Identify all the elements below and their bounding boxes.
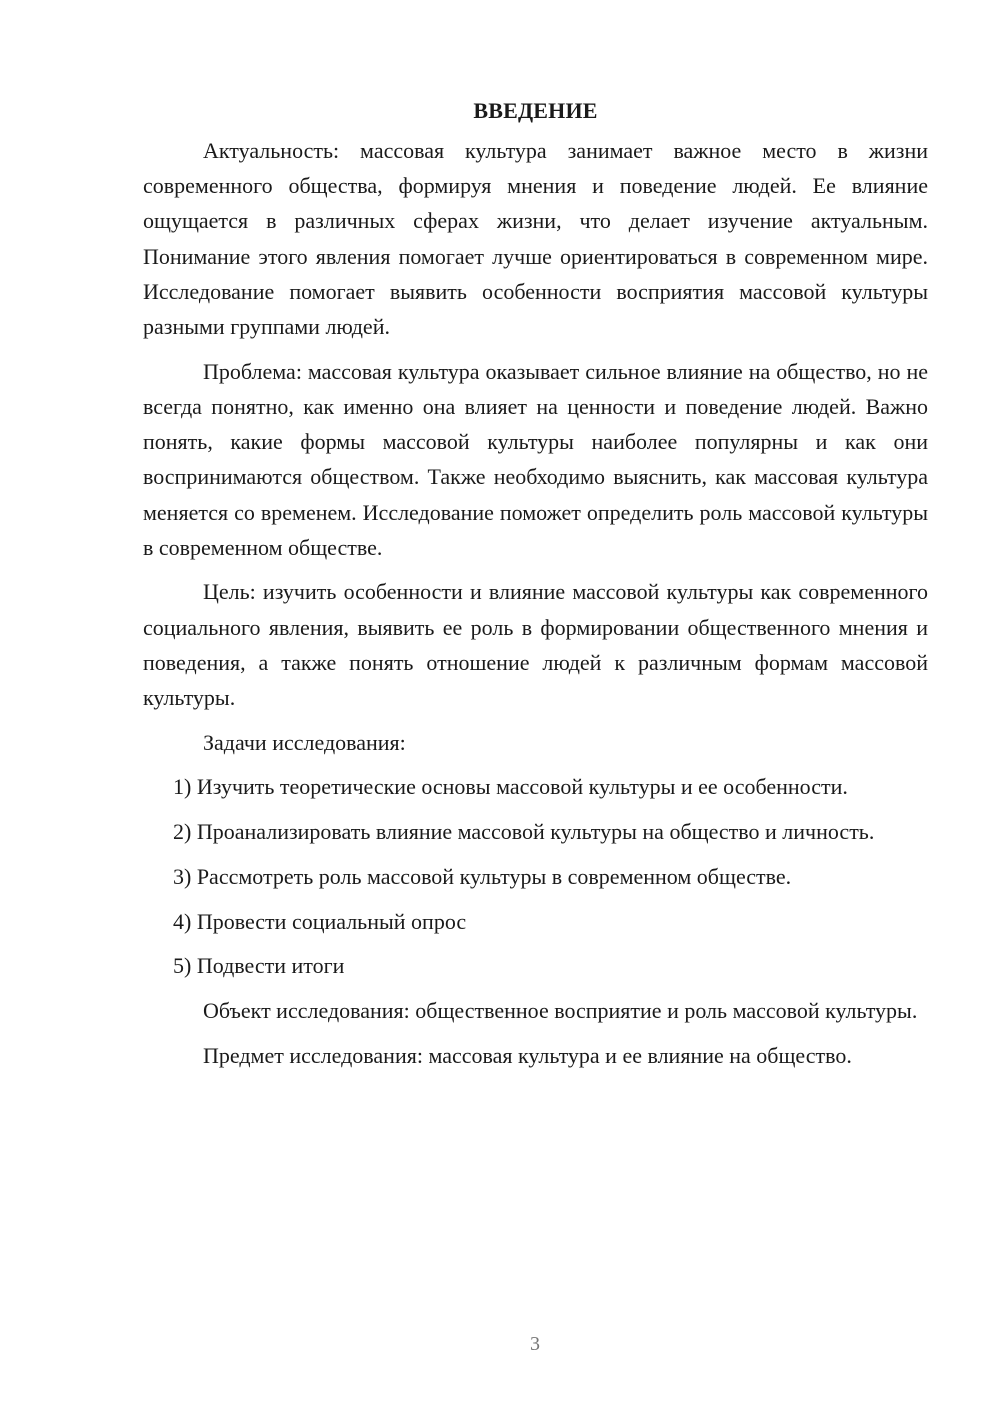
paragraph-relevance: Актуальность: массовая культура занимает важное место в жизни современного общества, формируя мнения и поведение людей. Ее влияние ощущается в различных сферах жизни, что делает изучение актуальным. Понимание этого явления помогает лучше ориентироваться в современном мире. Исследование помогает выявить особенности восприятия массовой культуры разными группами людей. xyxy=(143,138,928,340)
task-item-5: 5) Подвести итоги xyxy=(173,953,345,979)
paragraph-problem: Проблема: массовая культура оказывает сильное влияние на общество, но не всегда понятно, как именно она влияет на ценности и поведение людей. Важно понять, какие формы массовой культуры наиболее популярны и как они воспринимаются обществом. Также необходимо выяснить, как массовая культура меняется со временем. Исследование поможет определить роль массовой культуры в современном обществе. xyxy=(143,358,928,560)
paragraph-subject: Предмет исследования: массовая культура и ее влияние на общество. xyxy=(203,1042,852,1068)
paragraph-object: Объект исследования: общественное восприятие и роль массовой культуры. xyxy=(203,997,918,1023)
paragraph-goal: Цель: изучить особенности и влияние массовой культуры как современного социального явления, выявить ее роль в формировании общественного мнения и поведения, а также понять отношение людей к различным формам массовой культуры. xyxy=(143,579,928,711)
task-item-1: 1) Изучить теоретические основы массовой культуры и ее особенности. xyxy=(173,774,848,800)
section-title: ВВЕДЕНИЕ xyxy=(473,98,598,123)
task-item-4: 4) Провести социальный опрос xyxy=(173,908,467,934)
page-number: 3 xyxy=(530,1333,540,1355)
task-item-3: 3) Рассмотреть роль массовой культуры в современном обществе. xyxy=(173,863,792,889)
tasks-heading: Задачи исследования: xyxy=(203,729,406,755)
page-content xyxy=(143,93,928,1082)
task-item-2: 2) Проанализировать влияние массовой культуры на общество и личность. xyxy=(173,819,875,845)
